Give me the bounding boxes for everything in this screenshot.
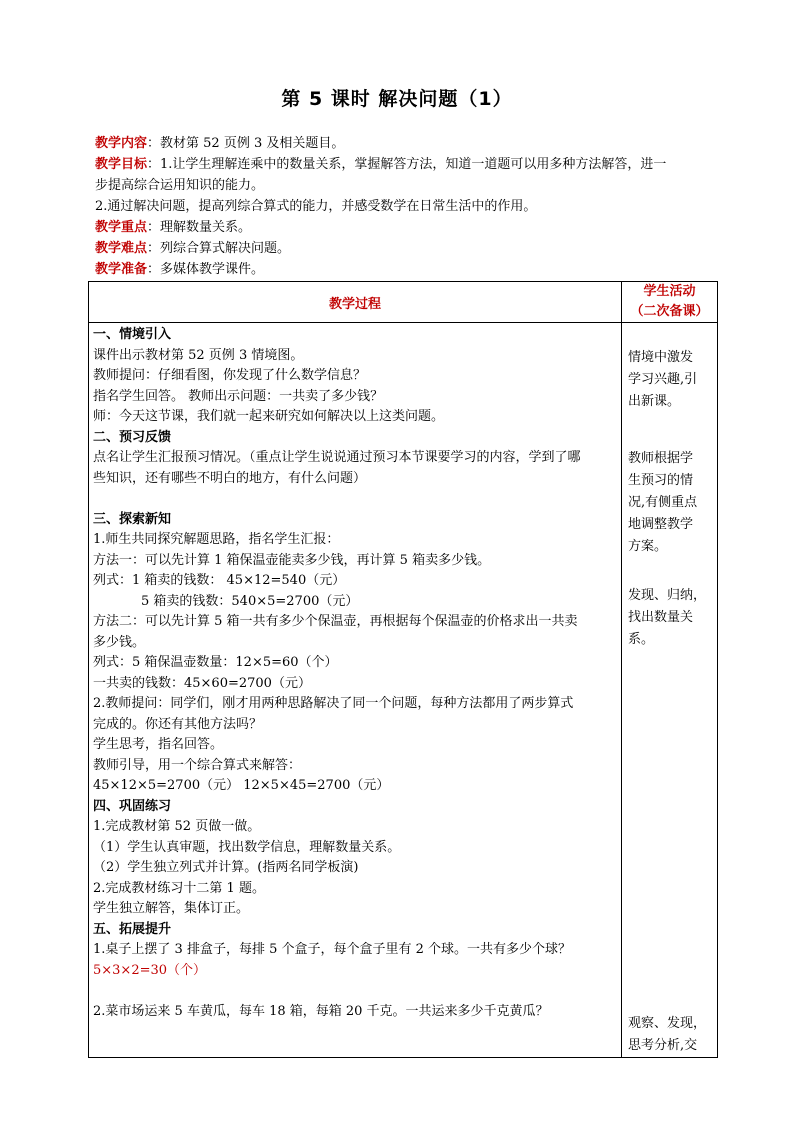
activity-note-line: 地调整教学 [628, 517, 694, 532]
process-line [93, 489, 617, 510]
meta-label: 教学准备 [95, 262, 148, 277]
process-line: 方法一：可以先计算 1 箱保温壶能卖多少钱，再计算 5 箱卖多少钱。 [93, 552, 491, 568]
meta-text: ：理解数量关系。 [147, 220, 252, 235]
activity-note [628, 1013, 710, 1057]
process-line: 2.菜市场运来 5 车黄瓜，每车 18 箱，每箱 20 千克。一共运来多少千克黄瓜？ [93, 1003, 549, 1019]
meta-text: 2.通过解决问题，提高列综合算式的能力，并感受数学在日常生活中的作用。 [95, 199, 537, 214]
process-line: 学生独立解答，集体订正。 [93, 901, 250, 916]
activity-header-line-1: 学生活动 [643, 284, 696, 299]
process-line: 一共卖的钱数：45×60=2700（元） [93, 675, 311, 691]
meta-line [95, 217, 715, 238]
process-line: 些知识，还有哪些不明白的地方，有什么问题） [93, 470, 367, 486]
process-line: 点名让学生汇报预习情况。（重点让学生说说通过预习本节课要学习的内容，学到了哪 [93, 450, 581, 465]
page-title: 第 5 课时 解决问题（1） [281, 88, 513, 110]
meta-line [95, 259, 715, 280]
process-line: 1.完成教材第 52 页做一做。 [93, 819, 261, 834]
meta-text: ：1.让学生理解连乘中的数量关系，掌握解答方法，知道一道题可以用多种方法解答，进一 [147, 157, 667, 172]
process-line: 教师引导，用一个综合算式来解答： [93, 757, 302, 773]
meta-label: 教学目标 [95, 157, 148, 172]
process-line: 列式：1 箱卖的钱数： 45×12=540（元） [93, 573, 346, 588]
process-line: 教师提问：仔细看图，你发现了什么数学信息？ [93, 368, 367, 383]
activity-note-line: 系。 [628, 632, 655, 647]
process-line: 学生思考，指名回答。 [93, 737, 224, 752]
meta-line [95, 154, 715, 175]
meta-label: 教学难点 [95, 241, 148, 256]
process-line: 5 箱卖的钱数：540×5=2700（元） [141, 593, 359, 609]
meta-text: ：教材第 52 页例 3 及相关题目。 [147, 136, 345, 151]
activity-note [628, 347, 710, 413]
process-line: 1.师生共同探究解题思路，指名学生汇报： [93, 532, 340, 547]
activity-note-line: 找出数量关 [628, 610, 694, 625]
process-line: 师：今天这节课，我们就一起来研究如何解决以上这类问题。 [93, 409, 445, 424]
process-line: （1）学生认真审题，找出数学信息，理解数量关系。 [93, 839, 401, 855]
meta-line [95, 196, 715, 217]
activity-note-line: 思考分析,交 [628, 1038, 698, 1053]
activity-note-line: 观察、发现， [628, 1016, 707, 1031]
activity-note-line: 学习兴趣,引 [628, 372, 698, 387]
section-heading: 五、拓展提升 [93, 921, 172, 937]
section-heading: 三、探索新知 [93, 511, 172, 527]
meta-text: ：列综合算式解决问题。 [147, 241, 291, 256]
activity-note-line: 教师根据学 [628, 451, 694, 466]
section-heading: 二、预习反馈 [93, 429, 172, 445]
lesson-table [88, 281, 718, 1058]
process-line: 完成的。你还有其他方法吗？ [93, 716, 263, 732]
meta-text: 步提高综合运用知识的能力。 [95, 178, 265, 193]
meta-line [95, 133, 715, 154]
meta-label: 教学内容 [95, 136, 148, 151]
process-line: 课件出示教材第 52 页例 3 情境图。 [93, 347, 304, 363]
process-line: 1.桌子上摆了 3 排盒子，每排 5 个盒子，每个盒子里有 2 个球。一共有多少个球？ [93, 942, 572, 957]
process-line: 2.完成教材练习十二第 1 题。 [93, 880, 265, 896]
activity-note-line: 生预习的情 [628, 473, 694, 488]
activity-note-line: 况,有侧重点 [628, 495, 698, 510]
activity-note [628, 448, 710, 558]
lesson-meta [95, 133, 715, 280]
process-line: 多少钱。 [93, 634, 146, 650]
activity-header [622, 282, 718, 323]
section-heading: 四、巩固练习 [93, 798, 172, 814]
activity-note-line: 情境中激发 [628, 350, 694, 365]
activity-note-line: 发现、归纳， [628, 588, 707, 603]
meta-label: 教学重点 [95, 220, 148, 235]
process-line: 45×12×5=2700（元） 12×5×45=2700（元） [93, 778, 390, 793]
activity-note-line: 出新课。 [628, 394, 681, 409]
process-line: 方法二：可以先计算 5 箱一共有多少个保温壶，再根据每个保温壶的价格求出一共卖 [93, 614, 578, 629]
activity-content [622, 323, 718, 1058]
activity-note [628, 585, 710, 651]
activity-note-line: 方案。 [628, 539, 668, 554]
process-line: 指名学生回答。 教师出示问题：一共卖了多少钱？ [93, 388, 384, 404]
meta-line [95, 175, 715, 196]
process-content [89, 323, 622, 1058]
meta-line [95, 238, 715, 259]
process-line: 列式：5 箱保温壶数量：12×5=60（个） [93, 655, 338, 670]
process-line: （2）学生独立列式并计算。(指两名同学板演) [93, 860, 359, 875]
process-line [93, 981, 617, 1002]
process-line: 2.教师提问：同学们，刚才用两种思路解决了同一个问题，每种方法都用了两步算式 [93, 696, 574, 711]
activity-header-line-2: （二次备课） [630, 304, 709, 319]
process-line: 5×3×2=30（个） [93, 962, 207, 978]
process-header: 教学过程 [89, 282, 622, 323]
section-heading: 一、情境引入 [93, 327, 172, 342]
meta-text: ：多媒体教学课件。 [147, 262, 265, 277]
